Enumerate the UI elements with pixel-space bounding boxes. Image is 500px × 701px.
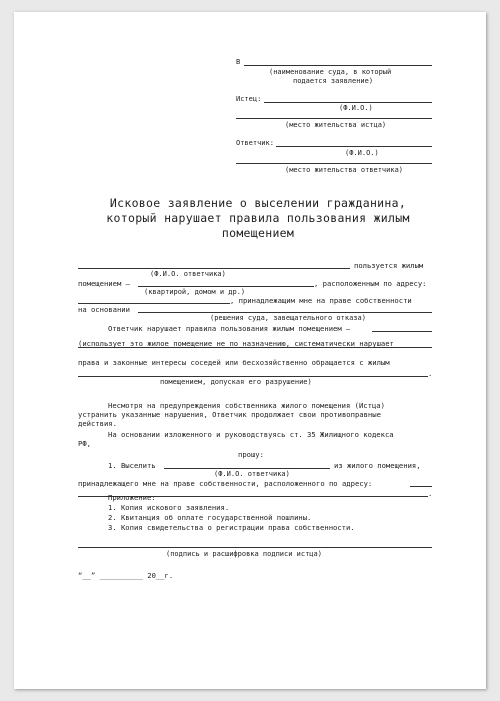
violation-line [372,331,432,332]
attachment-item-2: 2. Квитанция об оплате государственной пошлины. [108,513,312,522]
violation-end: . [428,369,433,378]
owned-address-line-1 [410,486,432,487]
plaintiff-name-hint: (Ф.И.О.) [339,104,373,112]
defendant-address-line [236,163,432,164]
premises-prefix: помещением – [78,279,130,288]
violation-line-2: права и законные интересы соседей или бесхозяйственно обращается с жилым [78,358,390,367]
law-paragraph-1: На основании изложенного и руководствуясь ст. 35 Жилищного кодекса [108,430,394,439]
evict-hint: (Ф.И.О. ответчика) [214,470,290,478]
evict-line [164,468,330,469]
defendant-name-line [276,146,432,147]
owned-text: , принадлежащим мне на праве собственности [230,296,412,305]
plaintiff-name-line [264,102,432,103]
premises-line [138,286,314,287]
to-label: В [236,58,241,66]
owned-address-text: принадлежащего мне на праве собственности, расположенного по адресу: [78,479,373,488]
violation-underline-2 [78,376,428,377]
signature-hint: (подпись и расшифровка подписи истца) [166,550,322,558]
ask-label: прошу: [238,450,264,459]
defendant-address-hint: (место жительства ответчика) [285,166,404,174]
court-hint-2: подается заявление) [293,77,374,85]
signature-line [78,547,432,548]
owned-address-end: . [428,489,433,498]
evict-prefix: 1. Выселить [108,461,156,470]
law-paragraph-2: РФ, [78,439,91,448]
court-hint-1: (наименование суда, в который [269,68,392,76]
plaintiff-address-line [236,118,432,119]
document-title-line-3: помещением [221,226,295,240]
premises-hint: (квартирой, домом и др.) [144,288,246,296]
signature-date: “__” __________ 20__г. [78,571,174,580]
violation-line-1: (использует это жилое помещение не по назначению, систематически нарушает [78,339,394,348]
defendant-fio-line [78,268,350,269]
violation-hint: помещением, допуская его разрушение) [160,378,312,386]
violation-underline-1 [78,347,432,348]
evict-suffix: из жилого помещения, [334,461,421,470]
court-line [244,65,432,66]
document-title-line-1: Исковое заявление о выселении гражданина, [109,196,407,210]
attachments-label: Приложение: [108,493,156,502]
plaintiff-label: Истец: [236,95,262,103]
defendant-label: Ответчик: [236,139,274,147]
warning-paragraph-2: устранить указанные нарушения, Ответчик продолжает свои противоправные [78,410,381,419]
warning-paragraph-1: Несмотря на предупреждения собственника жилого помещения (Истца) [108,401,385,410]
basis-prefix: на основании [78,305,130,314]
uses-text: пользуется жилым [354,261,424,270]
attachment-item-3: 3. Копия свидетельства о регистрации права собственности. [108,523,355,532]
basis-hint: (решения суда, завещательного отказа) [210,314,366,322]
located-at-text: , расположенным по адресу: [314,279,427,288]
document-title-line-2: который нарушает правила пользования жилым [106,211,410,225]
plaintiff-address-hint: (место жительства истца) [285,121,387,129]
basis-line [138,312,432,313]
attachment-item-1: 1. Копия искового заявления. [108,503,230,512]
defendant-name-hint: (Ф.И.О.) [345,149,379,157]
warning-paragraph-3: действия. [78,419,117,428]
body-defendant-hint: (Ф.И.О. ответчика) [150,270,226,278]
violation-text: Ответчик нарушает правила пользования жилым помещением – [108,324,351,333]
address-line [78,303,230,304]
document-page [14,12,486,689]
